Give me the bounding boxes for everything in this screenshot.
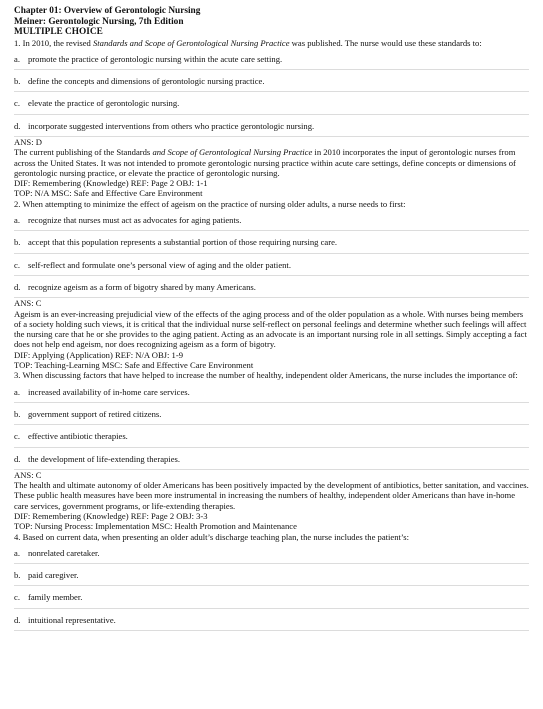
question-3-stem: 3. When discussing factors that have helped to increase the number of healthy, independent older Americans, the nurse includes the importance of: [14, 370, 518, 381]
question-2-option-b [14, 231, 529, 253]
rationale-text: in 2010 incorporates the input of gerontologic nurses from across the United States. It was not intended to promote gerontologic nursing practice within acute care settings, define concepts or dimensions of gerontologic nursing practice, or elevate the practice of gerontologic nursing. [14, 147, 516, 178]
question-3-answer: ANS: C [14, 469, 42, 480]
question-1-option-c [14, 92, 529, 114]
option-letter: a. [14, 386, 20, 397]
section-title: MULTIPLE CHOICE [14, 27, 103, 37]
option-letter: d. [14, 281, 21, 292]
rationale-text: The current publishing of the Standards [14, 147, 153, 158]
question-1-stem-prefix: 1. In 2010, the revised [14, 37, 93, 48]
option-text: increased availability of in-home care services. [28, 386, 190, 397]
rationale-italic: and Scope of Gerontological Nursing Practice [152, 147, 313, 158]
question-3-dif: DIF: Remembering (Knowledge) REF: Page 2 OBJ: 3-3 [14, 511, 208, 521]
option-letter: a. [14, 215, 20, 226]
option-text: nonrelated caretaker. [28, 547, 100, 558]
option-text: incorporate suggested interventions from others who practice gerontologic nursing. [28, 120, 315, 131]
option-text: recognize ageism as a form of bigotry shared by many Americans. [28, 281, 256, 292]
option-letter: d. [14, 614, 21, 625]
question-4-option-d [14, 609, 529, 631]
question-2-option-a [14, 209, 529, 231]
question-1-topic: TOP: N/A MSC: Safe and Effective Care Environment [14, 188, 203, 199]
question-2-option-c [14, 254, 529, 276]
question-1-option-d [14, 115, 529, 137]
question-2-stem: 2. When attempting to minimize the effect of ageism on the practice of nursing older adults, a nurse needs to first: [14, 198, 406, 209]
option-letter: a. [14, 547, 20, 558]
option-letter: b. [14, 237, 21, 248]
question-3-rationale: The health and ultimate autonomy of older Americans has been positively impacted by the development of antibiotics, better sanitation, and vaccines. These public health measures have been more instrumental in increasing the numbers of healthy, independent older Americans than have in-home care services, government programs, or life-extending therapies. [14, 480, 529, 511]
option-letter: c. [14, 592, 20, 603]
option-text: recognize that nurses must act as advocates for aging patients. [28, 215, 242, 226]
question-2-dif: DIF: Applying (Application) REF: N/A OBJ: 1-9 [14, 349, 184, 360]
question-4-option-a [14, 542, 529, 564]
question-1-stem [14, 38, 529, 48]
question-2-rationale: Ageism is an ever-increasing prejudicial view of the effects of the aging process and of the older population as a whole. With nurses being members of a society holding such views, it is critical that the individual nurse self-reflect on personal feelings and determine whether such feelings will affect the nursing care that he or she provides to the aging patient. Acting as an advocate is an important nursing role in all settings. Simply accepting a fact does not help end ageism, nor does recognizing ageism as a form of bigotry. [14, 308, 527, 350]
option-letter: c. [14, 259, 20, 270]
option-text: intuitional representative. [28, 614, 116, 625]
option-text: self-reflect and formulate one’s personal view of aging and the older patient. [28, 259, 291, 270]
option-text: the development of life-extending therapies. [28, 453, 181, 464]
option-text: define the concepts and dimensions of gerontologic nursing practice. [28, 76, 265, 87]
question-3-option-c [14, 425, 529, 447]
option-text: effective antibiotic therapies. [28, 431, 128, 442]
question-4-stem: 4. Based on current data, when presenting an older adult’s discharge teaching plan, the nurse includes the patient’s: [14, 531, 410, 542]
question-3-topic: TOP: Nursing Process: Implementation MSC: Health Promotion and Maintenance [14, 521, 297, 532]
option-letter: b. [14, 76, 21, 87]
question-2-answer: ANS: C [14, 298, 42, 309]
option-letter: d. [14, 453, 21, 464]
question-1-answer: ANS: D [14, 136, 42, 147]
option-text: family member. [28, 592, 83, 603]
question-1-option-b [14, 70, 529, 92]
question-1-rationale [14, 147, 529, 178]
option-text: accept that this population represents a substantial portion of those requiring nursing care. [28, 237, 338, 248]
option-text: government support of retired citizens. [28, 408, 162, 419]
option-text: promote the practice of gerontologic nursing within the acute care setting. [28, 53, 283, 64]
chapter-title: Chapter 01: Overview of Gerontologic Nursing [14, 6, 201, 16]
question-1-stem-suffix: was published. The nurse would use these standards to: [289, 37, 482, 48]
option-letter: c. [14, 431, 20, 442]
question-2-option-d [14, 276, 529, 298]
question-4-option-c [14, 586, 529, 608]
option-text: elevate the practice of gerontologic nursing. [28, 98, 180, 109]
question-4-option-b [14, 564, 529, 586]
question-3-option-a [14, 381, 529, 403]
question-3-option-b [14, 403, 529, 425]
option-letter: c. [14, 98, 20, 109]
option-letter: b. [14, 570, 21, 581]
question-1-dif: DIF: Remembering (Knowledge) REF: Page 2 OBJ: 1-1 [14, 178, 208, 189]
question-2-topic: TOP: Teaching-Learning MSC: Safe and Effective Care Environment [14, 360, 254, 371]
option-letter: b. [14, 408, 21, 419]
question-1-stem-italic: Standards and Scope of Gerontological Nursing Practice [93, 37, 290, 48]
question-1-option-a [14, 48, 529, 70]
book-title: Meiner: Gerontologic Nursing, 7th Edition [14, 16, 184, 27]
option-letter: a. [14, 53, 20, 64]
question-3-option-d [14, 448, 529, 470]
option-text: paid caregiver. [28, 570, 79, 581]
option-letter: d. [14, 120, 21, 131]
